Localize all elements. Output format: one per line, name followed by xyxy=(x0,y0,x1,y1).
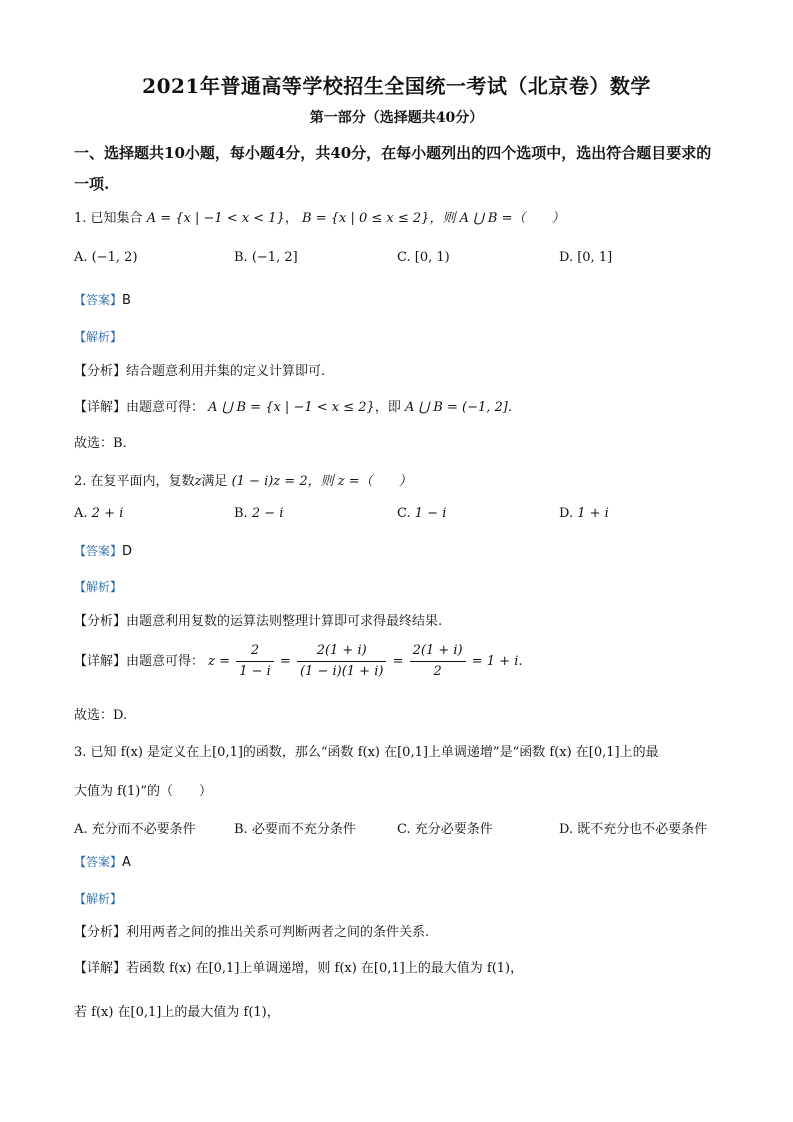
answer-value: A xyxy=(122,855,131,870)
option-letter: C. xyxy=(397,822,411,837)
fenxi-text: 结合题意利用并集的定义计算即可. xyxy=(126,364,326,379)
detail-text: 若函数 f(x) 在[0,1]上单调递增，则 f(x) 在[0,1]上的最大值为 f(1)， xyxy=(126,961,524,976)
fenxi-label: 【分析】 xyxy=(74,614,127,629)
q1-choose xyxy=(74,432,127,451)
q1-sep: ， xyxy=(284,211,298,226)
option-value: [0, 1) xyxy=(414,250,450,265)
option-value: 2 − i xyxy=(251,506,284,521)
question-3-line-1 xyxy=(74,741,659,760)
analysis-label: 【解析】 xyxy=(74,330,123,344)
q2-number: 2. xyxy=(74,474,87,489)
question-1 xyxy=(74,207,564,226)
q2-analysis-label xyxy=(74,578,122,595)
detail-math: z = xyxy=(208,654,231,669)
answer-value: D xyxy=(122,544,133,559)
q1-set-b: B = {x | 0 ≤ x ≤ 2} xyxy=(302,211,430,226)
detail-text: 由题意可得： xyxy=(126,400,205,415)
q1-set-a: A = {x | −1 < x < 1} xyxy=(146,211,285,226)
detail-math: A ⋃ B = {x | −1 < x ≤ 2} xyxy=(208,400,375,415)
fraction-denominator: 2 xyxy=(433,664,442,679)
option-value: 1 + i xyxy=(577,506,609,521)
option-value: [0, 1] xyxy=(577,250,613,265)
fraction-numerator: 2 xyxy=(236,641,274,662)
q2-answer xyxy=(74,542,132,559)
section-heading: 一、选择题共10小题，每小题4分，共40分，在每小题列出的四个选项中，选出符合题目要求的一项. xyxy=(74,144,712,193)
q2-option-c xyxy=(397,506,446,521)
option-value: 既不充分也不必要条件 xyxy=(577,822,708,837)
q3-option-c xyxy=(397,818,493,837)
q2-detail xyxy=(74,640,523,684)
fraction-numerator: 2(1 + i) xyxy=(297,641,386,662)
option-letter: D. xyxy=(559,250,574,265)
q1-number: 1. xyxy=(74,211,87,226)
option-value: 2 + i xyxy=(91,506,124,521)
q1-option-d xyxy=(559,250,612,265)
option-letter: C. xyxy=(397,250,411,265)
option-value: 1 − i xyxy=(414,506,447,521)
q3-text: 大值为 f(1)”的（ ） xyxy=(74,784,213,799)
option-letter: B. xyxy=(234,506,248,521)
equals-sign: = xyxy=(279,654,291,669)
equals-sign: = xyxy=(392,654,404,669)
fraction-3 xyxy=(410,641,466,682)
q2-choose xyxy=(74,704,127,723)
answer-label: 【答案】 xyxy=(74,855,123,869)
choose-label: 故选： xyxy=(74,436,114,451)
fraction-1 xyxy=(236,641,274,682)
q3-option-a xyxy=(74,818,196,837)
q2-text-pre: 在复平面内，复数 xyxy=(90,474,195,489)
q3-detail-1 xyxy=(74,957,523,976)
detail-text: 由题意可得： xyxy=(126,654,205,669)
q1-answer xyxy=(74,291,131,308)
fraction-numerator: 2(1 + i) xyxy=(410,641,466,662)
option-letter: B. xyxy=(234,822,248,837)
q2-option-a xyxy=(74,506,123,521)
option-value: (−1, 2] xyxy=(251,250,298,265)
option-value: (−1, 2) xyxy=(91,250,138,265)
detail-label: 【详解】 xyxy=(74,654,127,669)
exam-title: 2021年普通高等学校招生全国统一考试（北京卷）数学 xyxy=(142,74,651,98)
detail-text: ，即 xyxy=(374,400,401,415)
option-letter: C. xyxy=(397,506,411,521)
q1-option-a xyxy=(74,250,138,265)
answer-label: 【答案】 xyxy=(74,293,123,307)
part-subtitle: 第一部分（选择题共40分） xyxy=(309,110,484,126)
fenxi-text: 由题意利用复数的运算法则整理计算即可求得最终结果. xyxy=(126,614,443,629)
detail-label: 【详解】 xyxy=(74,400,127,415)
choose-value: D. xyxy=(113,708,128,723)
option-letter: A. xyxy=(74,506,88,521)
q1-text-pre: 已知集合 xyxy=(90,211,143,226)
q2-option-d xyxy=(559,506,609,521)
option-letter: D. xyxy=(559,822,574,837)
answer-value: B xyxy=(122,293,131,308)
fraction-2 xyxy=(297,641,386,682)
q1-option-b xyxy=(234,250,298,265)
q3-option-b xyxy=(234,818,356,837)
detail-end: . xyxy=(507,400,512,415)
q2-fenxi xyxy=(74,610,442,629)
option-letter: B. xyxy=(234,250,248,265)
q2-text-mid: 满足 xyxy=(201,474,228,489)
option-value: 充分必要条件 xyxy=(414,822,493,837)
q1-option-c xyxy=(397,250,450,265)
q2-var: z xyxy=(194,474,202,489)
option-value: 必要而不充分条件 xyxy=(251,822,356,837)
q1-detail xyxy=(74,396,512,415)
detail-label: 【详解】 xyxy=(74,961,127,976)
detail-end: . xyxy=(518,654,523,669)
option-letter: A. xyxy=(74,822,88,837)
q3-detail-2 xyxy=(74,1001,280,1020)
question-2 xyxy=(74,470,412,489)
q3-analysis-label xyxy=(74,890,122,907)
q2-text-post: ，则 z =（ ） xyxy=(307,474,412,489)
fraction-denominator: (1 − i)(1 + i) xyxy=(299,664,384,679)
q2-condition: (1 − i)z = 2 xyxy=(231,474,308,489)
option-value: 充分而不必要条件 xyxy=(91,822,196,837)
choose-value: B. xyxy=(113,436,127,451)
fraction-denominator: 1 − i xyxy=(239,664,271,679)
choose-label: 故选： xyxy=(74,708,114,723)
q3-option-d xyxy=(559,818,707,837)
fenxi-label: 【分析】 xyxy=(74,364,127,379)
q1-fenxi xyxy=(74,360,325,379)
q3-answer xyxy=(74,853,131,870)
q1-text-post: ，则 A ⋃ B =（ ） xyxy=(429,211,565,226)
analysis-label: 【解析】 xyxy=(74,892,123,906)
detail-text: 若 f(x) 在[0,1]上的最大值为 f(1)， xyxy=(74,1005,280,1020)
question-3-line-2 xyxy=(74,780,212,799)
q3-text: 已知 f(x) 是定义在上[0,1]的函数，那么“函数 f(x) 在[0,1]上单调递增”是“函数 f(x) 在[0,1]上的最 xyxy=(90,745,659,760)
detail-result: = 1 + i xyxy=(471,654,519,669)
analysis-label: 【解析】 xyxy=(74,580,123,594)
fenxi-label: 【分析】 xyxy=(74,925,127,940)
q3-fenxi xyxy=(74,921,429,940)
q1-analysis-label xyxy=(74,328,122,345)
answer-label: 【答案】 xyxy=(74,544,123,558)
q2-option-b xyxy=(234,506,283,521)
detail-math: A ⋃ B = (−1, 2] xyxy=(404,400,508,415)
q3-number: 3. xyxy=(74,745,87,760)
fenxi-text: 利用两者之间的推出关系可判断两者之间的条件关系. xyxy=(126,925,430,940)
option-letter: A. xyxy=(74,250,88,265)
option-letter: D. xyxy=(559,506,574,521)
